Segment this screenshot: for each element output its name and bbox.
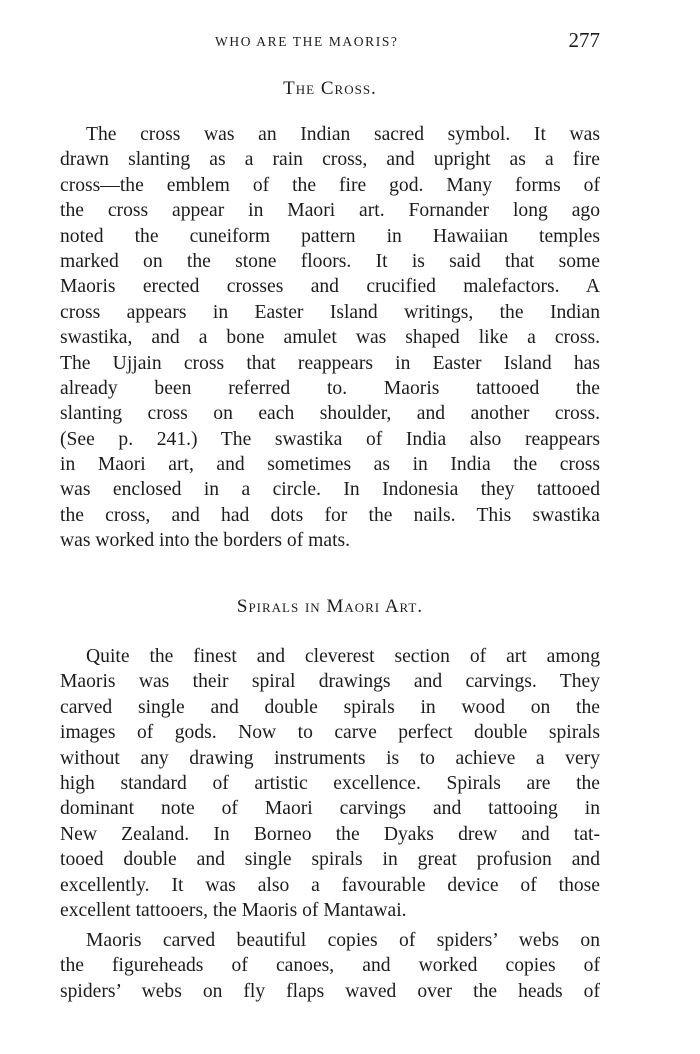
text-line: the cross appear in Maori art. Fornander long ago: [60, 200, 600, 222]
text-line: cross—the emblem of the fire god. Many forms of: [60, 174, 600, 196]
text-line: cross appears in Easter Island writings, the Indian: [60, 301, 600, 323]
text-line: Maoris was their spiral drawings and carvings. They: [60, 671, 600, 693]
text-line: Maoris carved beautiful copies of spiders’ webs on: [86, 930, 600, 951]
text-line: was worked into the borders of mats.: [60, 530, 351, 552]
text-line: excellently. It was also a favourable device of those: [60, 874, 600, 896]
text-line: without any drawing instruments is to achieve a very: [60, 747, 600, 769]
text-line: Maoris erected crosses and crucified malefactors. A: [60, 276, 600, 298]
text-line: drawn slanting as a rain cross, and upright as a fire: [60, 149, 600, 171]
section-heading-cross: The Cross.: [283, 78, 377, 99]
text-line: carved single and double spirals in wood on the: [60, 696, 600, 718]
text-line: the cross, and had dots for the nails. This swastika: [60, 504, 600, 526]
text-line: New Zealand. In Borneo the Dyaks drew and tat-: [60, 823, 600, 845]
text-line: in Maori art, and sometimes as in India the cross: [60, 454, 600, 476]
text-line: noted the cuneiform pattern in Hawaiian temples: [60, 225, 600, 247]
running-header: [60, 28, 600, 54]
paragraph-spirals: [60, 644, 600, 923]
paragraph-cross: [60, 122, 600, 554]
page-number: 277: [568, 28, 600, 52]
text-line: was enclosed in a circle. In Indonesia they tattooed: [60, 479, 600, 501]
text-line: high standard of artistic excellence. Spirals are the: [60, 772, 600, 794]
running-title: WHO ARE THE MAORIS?: [215, 34, 399, 49]
section-heading-spirals: Spirals in Maori Art.: [236, 596, 424, 617]
paragraph-spiders-webs: [60, 928, 600, 1004]
text-line: dominant note of Maori carvings and tattooing in: [60, 798, 600, 820]
text-line: the figureheads of canoes, and worked copies of: [60, 955, 600, 977]
text-line: swastika, and a bone amulet was shaped like a cross.: [60, 327, 600, 349]
text-line: already been referred to. Maoris tattooed the: [60, 377, 600, 399]
text-line: excellent tattooers, the Maoris of Mantawai.: [60, 899, 407, 921]
text-line: Quite the finest and cleverest section of art among: [86, 646, 600, 667]
text-line: tooed double and single spirals in great profusion and: [60, 849, 600, 871]
text-line: spiders’ webs on fly flaps waved over the heads of: [60, 980, 600, 1002]
text-line: The Ujjain cross that reappears in Easter Island has: [60, 352, 600, 374]
text-line: The cross was an Indian sacred symbol. It was: [86, 124, 600, 145]
text-line: images of gods. Now to carve perfect double spirals: [60, 722, 600, 744]
text-line: (See p. 241.) The swastika of India also reappears: [60, 428, 600, 450]
text-line: slanting cross on each shoulder, and another cross.: [60, 403, 600, 425]
text-line: marked on the stone floors. It is said that some: [60, 250, 600, 272]
